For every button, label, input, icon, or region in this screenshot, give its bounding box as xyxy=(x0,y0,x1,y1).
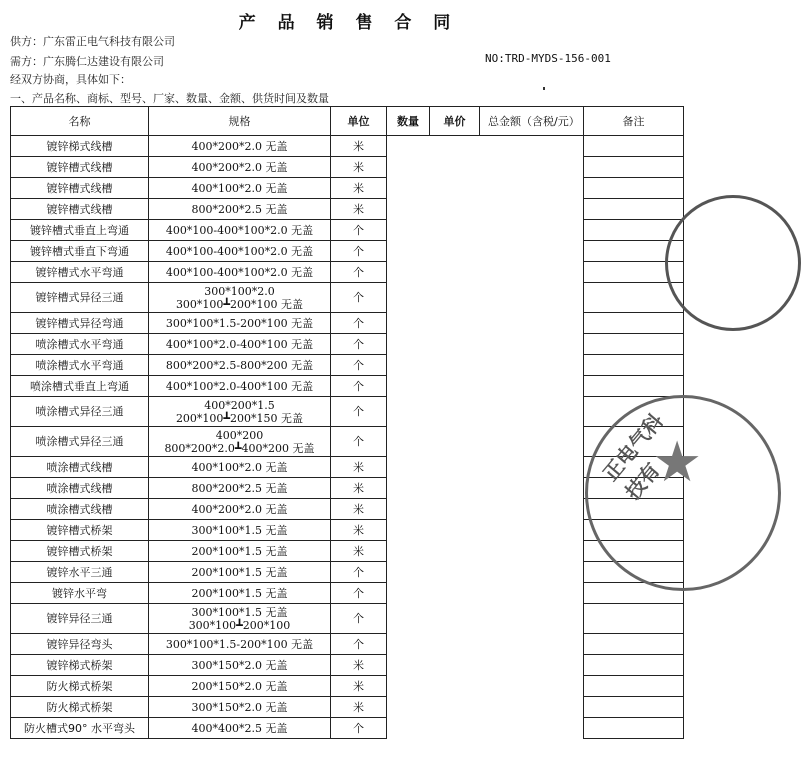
item-name: 镀锌水平弯 xyxy=(11,583,149,604)
item-remark xyxy=(584,634,684,655)
item-unit: 米 xyxy=(331,541,387,562)
item-unit: 个 xyxy=(331,562,387,583)
contract-number: NO:TRD-MYDS-156-001 xyxy=(485,52,611,65)
table-row xyxy=(11,178,684,199)
item-spec xyxy=(149,499,331,520)
table-row xyxy=(11,262,684,283)
item-spec-line: 400*200*2.0 无盖 xyxy=(191,160,288,174)
table-row xyxy=(11,634,684,655)
item-spec-line: 400*100*2.0 无盖 xyxy=(191,460,288,474)
item-name: 喷涂槽式线槽 xyxy=(11,457,149,478)
item-spec xyxy=(149,334,331,355)
agreement-line: 经双方协商，具体如下： xyxy=(10,73,131,86)
item-unit: 米 xyxy=(331,136,387,157)
item-unit: 米 xyxy=(331,697,387,718)
item-name: 喷涂槽式线槽 xyxy=(11,499,149,520)
item-spec xyxy=(149,520,331,541)
item-name: 镀锌槽式桥架 xyxy=(11,541,149,562)
table-row xyxy=(11,136,684,157)
item-name: 镀锌梯式线槽 xyxy=(11,136,149,157)
item-spec xyxy=(149,427,331,457)
blank-amount-area xyxy=(387,136,584,739)
table-row xyxy=(11,241,684,262)
item-spec-line: 400*100-400*100*2.0 无盖 xyxy=(165,223,314,237)
item-spec-line: 200*100*1.5 无盖 xyxy=(191,565,288,579)
item-spec xyxy=(149,718,331,739)
table-row xyxy=(11,499,684,520)
table-row xyxy=(11,283,684,313)
item-spec xyxy=(149,241,331,262)
item-spec-line: 800*200*2.0┻400*200 无盖 xyxy=(164,441,315,455)
item-remark xyxy=(584,676,684,697)
item-spec xyxy=(149,376,331,397)
item-spec-line: 300*100*1.5 无盖 xyxy=(191,523,288,537)
item-spec xyxy=(149,397,331,427)
item-spec-line: 800*200*2.5 无盖 xyxy=(191,481,288,495)
item-spec-line: 800*200*2.5-800*200 无盖 xyxy=(165,358,314,372)
item-spec-line: 400*400*2.5 无盖 xyxy=(191,721,288,735)
seal-text: 正电气科技有 xyxy=(598,408,668,505)
item-spec-line: 400*200*1.5 xyxy=(204,398,275,412)
item-spec xyxy=(149,220,331,241)
item-spec xyxy=(149,604,331,634)
item-spec xyxy=(149,313,331,334)
table-header-row xyxy=(11,107,684,136)
item-name: 防火槽式90° 水平弯头 xyxy=(11,718,149,739)
item-remark xyxy=(584,697,684,718)
item-spec-line: 400*200*2.0 无盖 xyxy=(191,139,288,153)
item-name: 镀锌槽式线槽 xyxy=(11,199,149,220)
item-spec-line: 300*100┻200*100 无盖 xyxy=(175,297,304,311)
item-spec-line: 200*150*2.0 无盖 xyxy=(191,679,288,693)
section-heading: 一、产品名称、商标、型号、厂家、数量、金额、供货时间及数量 xyxy=(10,92,329,105)
table-row xyxy=(11,655,684,676)
item-unit: 个 xyxy=(331,262,387,283)
table-row xyxy=(11,676,684,697)
table-row xyxy=(11,157,684,178)
item-spec-line: 300*100*1.5 无盖 xyxy=(191,605,288,619)
item-spec-line: 400*100*2.0-400*100 无盖 xyxy=(165,337,314,351)
table-row xyxy=(11,562,684,583)
item-spec xyxy=(149,262,331,283)
item-name: 镀锌梯式桥架 xyxy=(11,655,149,676)
item-unit: 个 xyxy=(331,313,387,334)
company-seal-partial xyxy=(665,195,801,331)
buyer-line: 需方：广东腾仁达建设有限公司 xyxy=(10,55,164,68)
table-row xyxy=(11,457,684,478)
item-spec-line: 300*150*2.0 无盖 xyxy=(191,658,288,672)
item-unit: 个 xyxy=(331,241,387,262)
header-spec: 规格 xyxy=(149,107,331,136)
item-remark xyxy=(584,220,684,241)
item-name: 镀锌槽式桥架 xyxy=(11,520,149,541)
item-name: 喷涂槽式异径三通 xyxy=(11,397,149,427)
item-unit: 个 xyxy=(331,355,387,376)
table-row xyxy=(11,199,684,220)
item-spec-line: 400*100-400*100*2.0 无盖 xyxy=(165,244,314,258)
item-remark xyxy=(584,199,684,220)
item-name: 防火梯式桥架 xyxy=(11,676,149,697)
item-spec xyxy=(149,541,331,562)
table-row xyxy=(11,697,684,718)
header-qty: 数量 xyxy=(387,107,430,136)
item-spec xyxy=(149,283,331,313)
item-spec xyxy=(149,136,331,157)
item-unit: 个 xyxy=(331,583,387,604)
item-name: 镀锌异径三通 xyxy=(11,604,149,634)
item-spec-line: 200*100*1.5 无盖 xyxy=(191,586,288,600)
item-spec-line: 300*100*2.0 xyxy=(204,284,275,298)
table-row xyxy=(11,376,684,397)
item-spec-line: 400*100*2.0-400*100 无盖 xyxy=(165,379,314,393)
header-remark: 备注 xyxy=(584,107,684,136)
table-row xyxy=(11,583,684,604)
item-name: 镀锌槽式异径弯通 xyxy=(11,313,149,334)
item-name: 镀锌槽式垂直上弯通 xyxy=(11,220,149,241)
item-spec xyxy=(149,457,331,478)
item-name: 镀锌水平三通 xyxy=(11,562,149,583)
header-unit: 单位 xyxy=(331,107,387,136)
item-spec-line: 300*100┻200*100 xyxy=(188,618,291,632)
item-spec-line: 400*200 xyxy=(215,428,264,442)
item-remark xyxy=(584,655,684,676)
table-row xyxy=(11,478,684,499)
item-spec xyxy=(149,199,331,220)
item-unit: 个 xyxy=(331,718,387,739)
table-row xyxy=(11,604,684,634)
item-spec-line: 400*100-400*100*2.0 无盖 xyxy=(165,265,314,279)
item-name: 镀锌槽式线槽 xyxy=(11,157,149,178)
item-unit: 个 xyxy=(331,397,387,427)
item-remark xyxy=(584,604,684,634)
item-spec xyxy=(149,676,331,697)
item-spec-line: 400*100*2.0 无盖 xyxy=(191,181,288,195)
item-name: 镀锌槽式异径三通 xyxy=(11,283,149,313)
item-unit: 个 xyxy=(331,283,387,313)
item-unit: 个 xyxy=(331,220,387,241)
header-name: 名称 xyxy=(11,107,149,136)
table-row xyxy=(11,355,684,376)
item-remark xyxy=(584,313,684,334)
item-name: 喷涂槽式垂直上弯通 xyxy=(11,376,149,397)
item-spec xyxy=(149,583,331,604)
item-spec-line: 200*100┻200*150 无盖 xyxy=(175,411,304,425)
item-unit: 米 xyxy=(331,199,387,220)
item-remark xyxy=(584,355,684,376)
item-remark xyxy=(584,136,684,157)
item-name: 喷涂槽式异径三通 xyxy=(11,427,149,457)
item-name: 镀锌槽式垂直下弯通 xyxy=(11,241,149,262)
item-spec-line: 300*150*2.0 无盖 xyxy=(191,700,288,714)
item-name: 喷涂槽式线槽 xyxy=(11,478,149,499)
item-unit: 米 xyxy=(331,457,387,478)
item-unit: 个 xyxy=(331,334,387,355)
item-remark xyxy=(584,157,684,178)
item-spec xyxy=(149,157,331,178)
item-name: 镀锌槽式线槽 xyxy=(11,178,149,199)
item-spec xyxy=(149,655,331,676)
item-remark xyxy=(584,718,684,739)
table-row xyxy=(11,541,684,562)
product-table xyxy=(10,106,684,739)
item-unit: 米 xyxy=(331,499,387,520)
item-unit: 米 xyxy=(331,676,387,697)
supplier-line: 供方：广东雷正电气科技有限公司 xyxy=(10,35,175,48)
table-row xyxy=(11,520,684,541)
table-row xyxy=(11,334,684,355)
item-spec xyxy=(149,178,331,199)
item-unit: 个 xyxy=(331,634,387,655)
item-name: 镀锌异径弯头 xyxy=(11,634,149,655)
document-title: 产 品 销 售 合 同 xyxy=(238,13,459,33)
table-row xyxy=(11,718,684,739)
item-name: 喷涂槽式水平弯通 xyxy=(11,355,149,376)
item-unit: 米 xyxy=(331,157,387,178)
item-spec-line: 300*100*1.5-200*100 无盖 xyxy=(165,637,314,651)
header-price: 单价 xyxy=(430,107,480,136)
table-row xyxy=(11,427,684,457)
item-name: 防火梯式桥架 xyxy=(11,697,149,718)
item-remark xyxy=(584,334,684,355)
item-spec xyxy=(149,562,331,583)
table-row xyxy=(11,313,684,334)
item-unit: 个 xyxy=(331,427,387,457)
item-spec xyxy=(149,634,331,655)
header-total: 总金额（含税/元） xyxy=(480,107,584,136)
item-remark xyxy=(584,376,684,397)
item-spec-line: 400*200*2.0 无盖 xyxy=(191,502,288,516)
item-spec xyxy=(149,355,331,376)
item-remark xyxy=(584,178,684,199)
item-unit: 米 xyxy=(331,478,387,499)
item-unit: 个 xyxy=(331,376,387,397)
item-unit: 米 xyxy=(331,655,387,676)
item-spec-line: 300*100*1.5-200*100 无盖 xyxy=(165,316,314,330)
item-name: 喷涂槽式水平弯通 xyxy=(11,334,149,355)
item-spec xyxy=(149,478,331,499)
item-spec-line: 800*200*2.5 无盖 xyxy=(191,202,288,216)
scan-mark xyxy=(543,87,545,90)
item-spec xyxy=(149,697,331,718)
seal-star-icon: ★ xyxy=(652,430,703,495)
item-unit: 个 xyxy=(331,604,387,634)
item-name: 镀锌槽式水平弯通 xyxy=(11,262,149,283)
item-unit: 米 xyxy=(331,178,387,199)
table-row xyxy=(11,397,684,427)
item-spec-line: 200*100*1.5 无盖 xyxy=(191,544,288,558)
item-unit: 米 xyxy=(331,520,387,541)
table-row xyxy=(11,220,684,241)
